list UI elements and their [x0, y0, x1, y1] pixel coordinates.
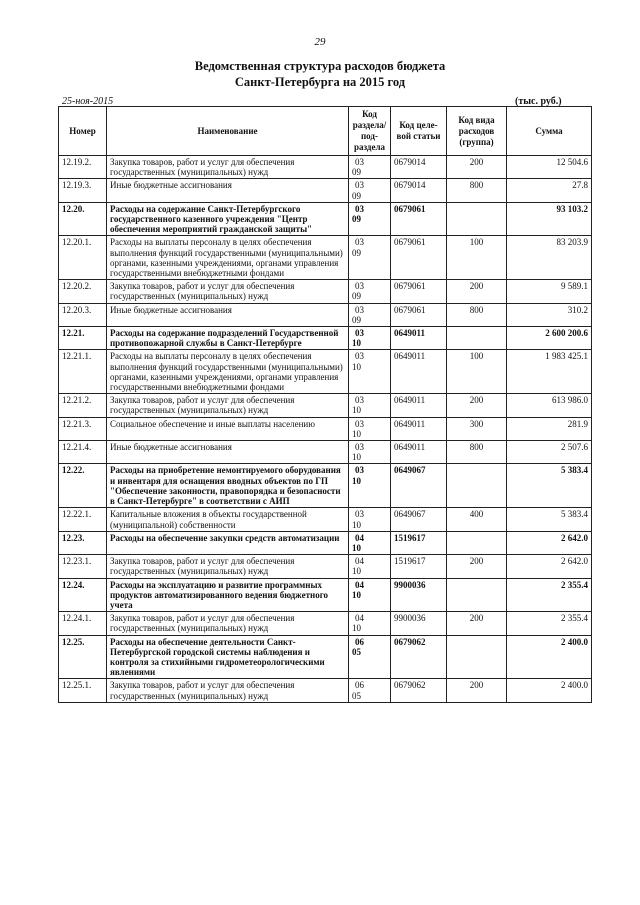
row-kind-code: 800 [447, 179, 507, 202]
subsection-code: 10 [352, 428, 361, 439]
subsection-code: 09 [352, 247, 361, 258]
row-sum: 310.2 [507, 303, 592, 326]
row-target-code: 0679062 [391, 679, 447, 702]
row-kind-code: 200 [447, 612, 507, 635]
section-code: 06 [355, 636, 364, 647]
row-target-code: 0649011 [391, 327, 447, 350]
row-number: 12.25.1. [59, 679, 107, 702]
row-section-code [349, 236, 391, 280]
row-kind-code: 100 [447, 350, 507, 394]
row-number: 12.22. [59, 464, 107, 508]
section-code: 03 [355, 418, 364, 429]
row-target-code: 0679014 [391, 156, 447, 179]
table-header-row [59, 107, 592, 156]
section-code: 03 [355, 157, 364, 167]
section-code: 03 [355, 509, 364, 520]
row-target-code: 9900036 [391, 612, 447, 635]
table-row [59, 508, 592, 531]
row-section-code [349, 508, 391, 531]
row-section-code [349, 612, 391, 635]
subsection-code: 10 [352, 623, 361, 634]
row-name: Социальное обеспечение и иные выплаты населению [107, 417, 349, 440]
row-name: Расходы на выплаты персоналу в целях обеспечения выполнения функций государственными (муниципальными) органами, казенными учреждениями, органами управления государственными внебюджетными фондами [107, 350, 349, 394]
row-section-code [349, 156, 391, 179]
page-number: 29 [314, 36, 326, 48]
row-section-code [349, 441, 391, 464]
header-kind-code: Код вида расходов (группа) [447, 107, 507, 156]
table-row [59, 555, 592, 578]
table-row [59, 202, 592, 236]
row-kind-code [447, 327, 507, 350]
row-kind-code: 200 [447, 394, 507, 417]
row-sum: 281.9 [507, 417, 592, 440]
row-kind-code: 800 [447, 303, 507, 326]
section-code: 04 [355, 556, 364, 567]
subsection-code: 09 [352, 214, 361, 225]
row-number: 12.21.1. [59, 350, 107, 394]
row-kind-code: 100 [447, 236, 507, 280]
subsection-code: 10 [352, 338, 361, 349]
row-number: 12.23. [59, 531, 107, 554]
row-target-code: 0649011 [391, 394, 447, 417]
section-code: 04 [355, 613, 364, 624]
row-number: 12.22.1. [59, 508, 107, 531]
row-number: 12.20. [59, 202, 107, 236]
row-kind-code [447, 464, 507, 508]
subsection-code: 09 [352, 190, 361, 201]
row-name: Иные бюджетные ассигнования [107, 441, 349, 464]
row-section-code [349, 350, 391, 394]
table-row [59, 441, 592, 464]
row-sum: 2 355.4 [507, 578, 592, 612]
row-kind-code [447, 578, 507, 612]
subsection-code: 09 [352, 314, 361, 325]
row-kind-code: 400 [447, 508, 507, 531]
table-row [59, 327, 592, 350]
row-section-code [349, 679, 391, 702]
row-sum: 12 504.6 [507, 156, 592, 179]
subsection-code: 10 [352, 452, 361, 463]
row-target-code: 0679061 [391, 303, 447, 326]
row-number: 12.23.1. [59, 555, 107, 578]
row-kind-code: 200 [447, 280, 507, 303]
row-number: 12.21.4. [59, 441, 107, 464]
header-number: Номер [59, 107, 107, 156]
row-number: 12.21.3. [59, 417, 107, 440]
row-sum: 2 507.6 [507, 441, 592, 464]
row-target-code: 0649011 [391, 417, 447, 440]
table-row [59, 350, 592, 394]
row-section-code [349, 394, 391, 417]
section-code: 03 [355, 203, 364, 214]
row-name: Закупка товаров, работ и услуг для обеспечения государственных (муниципальных) нужд [107, 280, 349, 303]
section-code: 03 [355, 465, 364, 476]
row-sum: 5 383.4 [507, 508, 592, 531]
row-name: Закупка товаров, работ и услуг для обеспечения государственных (муниципальных) нужд [107, 394, 349, 417]
row-target-code: 0679061 [391, 236, 447, 280]
table-row [59, 303, 592, 326]
row-name: Закупка товаров, работ и услуг для обеспечения государственных (муниципальных) нужд [107, 555, 349, 578]
table-row [59, 612, 592, 635]
row-section-code [349, 531, 391, 554]
table-body [59, 156, 592, 703]
row-target-code: 9900036 [391, 578, 447, 612]
row-section-code [349, 635, 391, 679]
row-section-code [349, 202, 391, 236]
subsection-code: 05 [352, 646, 361, 657]
subsection-code: 10 [352, 361, 361, 372]
row-kind-code: 200 [447, 555, 507, 578]
section-code: 03 [355, 351, 364, 362]
row-kind-code [447, 635, 507, 679]
row-name: Расходы на обеспечение закупки средств автоматизации [107, 531, 349, 554]
row-sum: 2 400.0 [507, 679, 592, 702]
row-number: 12.25. [59, 635, 107, 679]
row-number: 12.19.2. [59, 156, 107, 179]
row-name: Капитальные вложения в объекты государственной (муниципальной) собственности [107, 508, 349, 531]
row-name: Расходы на содержание Санкт-Петербургского государственного казенного учреждения "Центр обеспечения мероприятий гражданской защиты" [107, 202, 349, 236]
row-number: 12.21. [59, 327, 107, 350]
row-sum: 9 589.1 [507, 280, 592, 303]
section-code: 03 [355, 304, 364, 315]
row-name: Иные бюджетные ассигнования [107, 179, 349, 202]
row-number: 12.20.1. [59, 236, 107, 280]
row-name: Расходы на содержание подразделений Государственной противопожарной службы в Санкт-Петербурге [107, 327, 349, 350]
row-name: Закупка товаров, работ и услуг для обеспечения государственных (муниципальных) нужд [107, 679, 349, 702]
header-name: Наименование [107, 107, 349, 156]
subsection-code: 10 [352, 405, 361, 416]
title-line-2: Санкт-Петербурга на 2015 год [234, 75, 406, 89]
row-section-code [349, 464, 391, 508]
row-target-code: 1519617 [391, 555, 447, 578]
budget-table [58, 106, 592, 703]
section-code: 03 [355, 328, 364, 339]
row-name: Закупка товаров, работ и услуг для обеспечения государственных (муниципальных) нужд [107, 612, 349, 635]
row-target-code: 0649067 [391, 508, 447, 531]
table-row [59, 236, 592, 280]
row-name: Расходы на обеспечение деятельности Санкт-Петербургской городской системы наблюдения и контроля за стихийными гидрометеорологическими явлениями [107, 635, 349, 679]
row-target-code: 0679062 [391, 635, 447, 679]
table-row [59, 156, 592, 179]
row-section-code [349, 555, 391, 578]
row-kind-code: 800 [447, 441, 507, 464]
row-target-code: 0649011 [391, 350, 447, 394]
row-target-code: 0679061 [391, 202, 447, 236]
row-sum: 2 642.0 [507, 555, 592, 578]
header-section-code: Код раздела/ под-раздела [349, 107, 391, 156]
row-sum: 2 400.0 [507, 635, 592, 679]
row-sum: 2 355.4 [507, 612, 592, 635]
row-sum: 5 383.4 [507, 464, 592, 508]
table-row [59, 679, 592, 702]
row-target-code: 0649067 [391, 464, 447, 508]
header-target-code: Код целе-вой статьи [391, 107, 447, 156]
row-number: 12.20.3. [59, 303, 107, 326]
row-section-code [349, 578, 391, 612]
row-sum: 83 203.9 [507, 236, 592, 280]
section-code: 03 [355, 281, 364, 292]
section-code: 04 [355, 579, 364, 590]
subsection-code: 09 [352, 291, 361, 302]
row-section-code [349, 179, 391, 202]
row-sum: 93 103.2 [507, 202, 592, 236]
row-sum: 1 983 425.1 [507, 350, 592, 394]
row-section-code [349, 303, 391, 326]
row-name: Расходы на эксплуатацию и развитие программных продуктов автоматизированного ведения бюджетного учета [107, 578, 349, 612]
row-target-code: 0679061 [391, 280, 447, 303]
subsection-code: 10 [352, 519, 361, 530]
section-code: 06 [355, 680, 364, 691]
row-target-code: 0679014 [391, 179, 447, 202]
table-row [59, 280, 592, 303]
row-number: 12.24. [59, 578, 107, 612]
row-number: 12.19.3. [59, 179, 107, 202]
row-kind-code: 200 [447, 156, 507, 179]
section-code: 03 [355, 237, 364, 248]
row-kind-code [447, 202, 507, 236]
row-kind-code [447, 531, 507, 554]
subsection-code: 09 [352, 167, 361, 178]
row-section-code [349, 327, 391, 350]
row-sum: 2 600 200.6 [507, 327, 592, 350]
row-name: Закупка товаров, работ и услуг для обеспечения государственных (муниципальных) нужд [107, 156, 349, 179]
table-row [59, 578, 592, 612]
table-row [59, 179, 592, 202]
section-code: 03 [355, 180, 364, 191]
section-code: 03 [355, 395, 364, 406]
row-sum: 2 642.0 [507, 531, 592, 554]
row-number: 12.24.1. [59, 612, 107, 635]
units-label: (тыс. руб.) [515, 96, 562, 107]
table-row [59, 531, 592, 554]
subsection-code: 10 [352, 566, 361, 577]
header-sum: Сумма [507, 107, 592, 156]
subsection-code: 05 [352, 690, 361, 701]
row-number: 12.21.2. [59, 394, 107, 417]
table-row [59, 635, 592, 679]
row-sum: 27.8 [507, 179, 592, 202]
subsection-code: 10 [352, 589, 361, 600]
row-name: Расходы на приобретение немонтируемого оборудования и инвентаря для оснащения вводных объектов по ГП "Обеспечение законности, правопорядка и безопасности в Санкт-Петербурге" в соответствии с АИП [107, 464, 349, 508]
row-name: Иные бюджетные ассигнования [107, 303, 349, 326]
document-title [0, 58, 640, 90]
table-row [59, 394, 592, 417]
row-section-code [349, 417, 391, 440]
table-row [59, 464, 592, 508]
title-line-1: Ведомственная структура расходов бюджета [194, 59, 446, 73]
subsection-code: 10 [352, 542, 361, 553]
row-sum: 613 986.0 [507, 394, 592, 417]
subsection-code: 10 [352, 475, 361, 486]
document-date: 25-ноя-2015 [62, 96, 114, 107]
section-code: 04 [355, 532, 364, 543]
row-number: 12.20.2. [59, 280, 107, 303]
table-row [59, 417, 592, 440]
row-name: Расходы на выплаты персоналу в целях обеспечения выполнения функций государственными (муниципальными) органами, казенными учреждениями, органами управления государственными внебюджетными фондами [107, 236, 349, 280]
row-kind-code: 300 [447, 417, 507, 440]
section-code: 03 [355, 442, 364, 453]
row-kind-code: 200 [447, 679, 507, 702]
row-section-code [349, 280, 391, 303]
row-target-code: 0649011 [391, 441, 447, 464]
row-target-code: 1519617 [391, 531, 447, 554]
